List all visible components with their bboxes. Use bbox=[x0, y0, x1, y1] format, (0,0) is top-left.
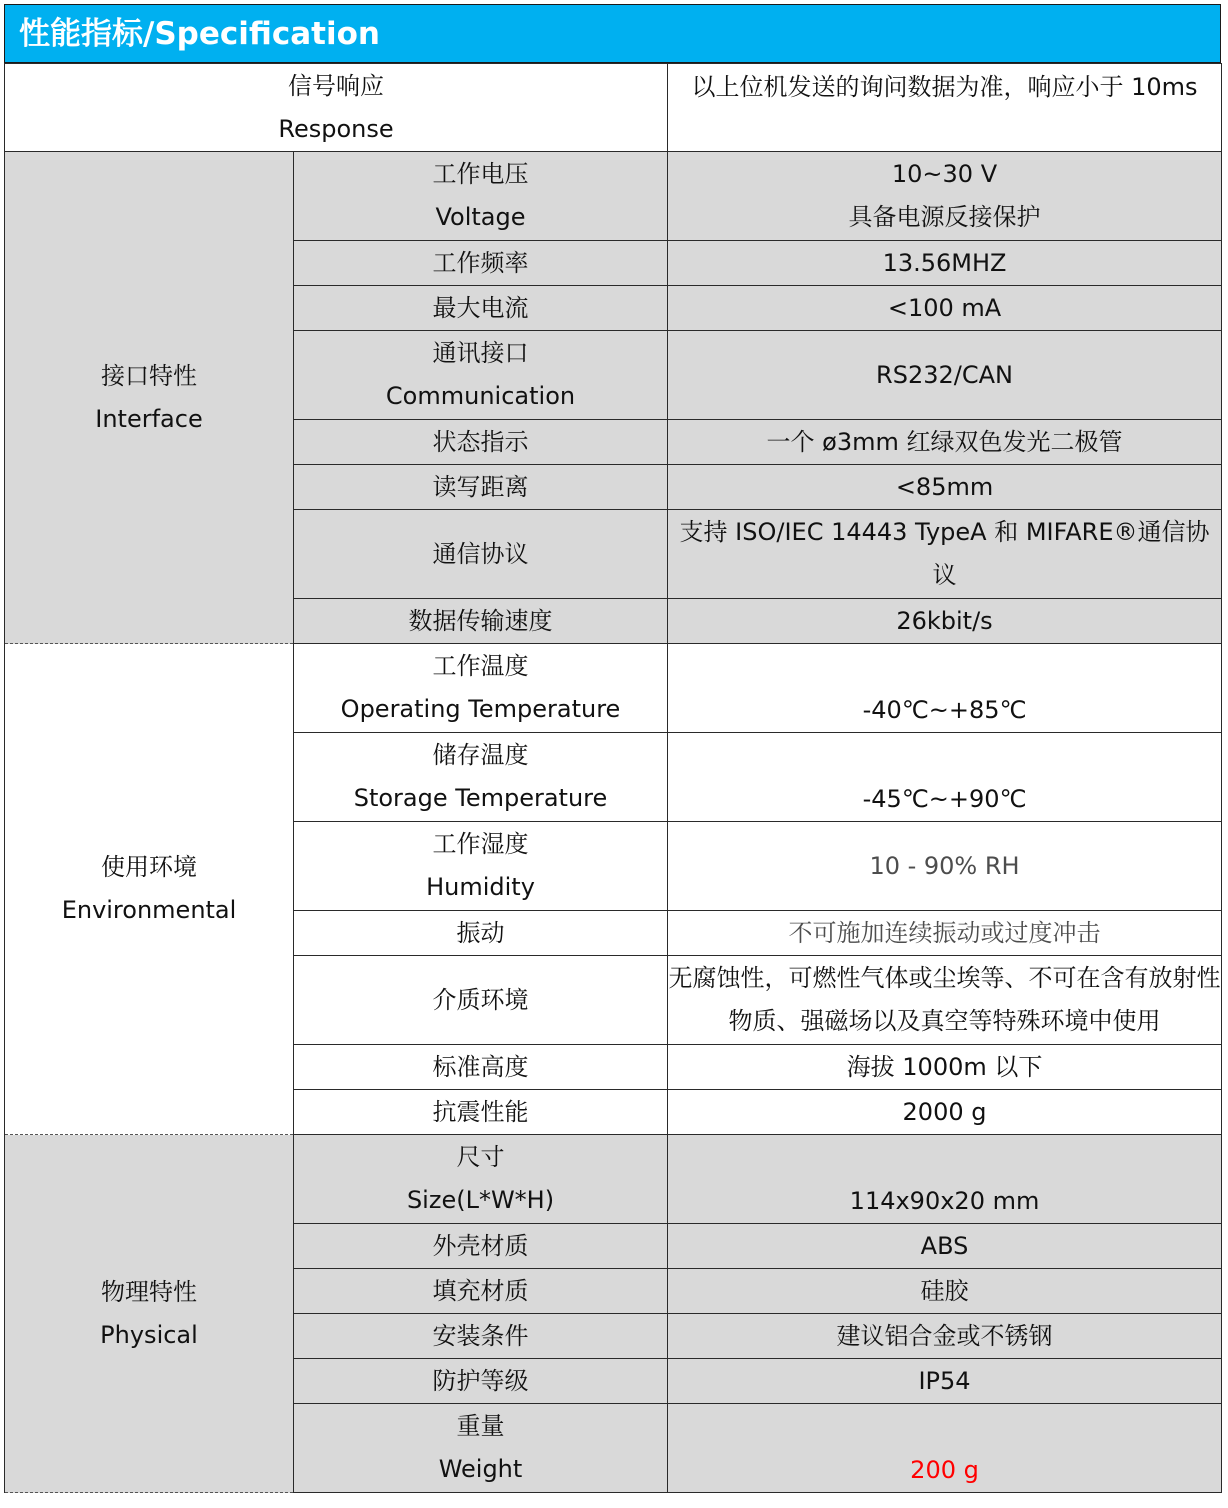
spec-name-zh: 工作湿度 bbox=[432, 830, 529, 858]
spec-value bbox=[668, 152, 1222, 241]
spec-name-zh: 尺寸 bbox=[456, 1143, 505, 1171]
response-label-zh: 信号响应 bbox=[288, 71, 384, 100]
spec-name: 数据传输速度 bbox=[294, 599, 668, 644]
spec-name: 工作频率 bbox=[294, 241, 668, 286]
spec-value: 不可施加连续振动或过度冲击 bbox=[668, 911, 1222, 956]
spec-name: 振动 bbox=[294, 911, 668, 956]
spec-value: 114x90x20 mm bbox=[668, 1135, 1222, 1224]
spec-name bbox=[294, 822, 668, 911]
spec-value: 10 - 90% RH bbox=[668, 822, 1222, 911]
spec-name-en: Storage Temperature bbox=[353, 784, 608, 812]
spec-name: 状态指示 bbox=[294, 420, 668, 465]
environmental-category bbox=[5, 644, 294, 1135]
spec-name-en: Operating Temperature bbox=[340, 695, 621, 723]
spec-value: ABS bbox=[668, 1224, 1222, 1269]
spec-value: 13.56MHZ bbox=[668, 241, 1222, 286]
spec-value: 海拔 1000m 以下 bbox=[668, 1045, 1222, 1090]
spec-name: 读写距离 bbox=[294, 465, 668, 510]
table-row bbox=[5, 64, 1222, 152]
spec-value: RS232/CAN bbox=[668, 331, 1222, 420]
spec-name-en: Voltage bbox=[435, 203, 526, 231]
spec-sheet bbox=[4, 4, 1221, 1493]
physical-label-zh: 物理特性 bbox=[101, 1277, 197, 1306]
spec-name bbox=[294, 1135, 668, 1224]
spec-value: 无腐蚀性，可燃性气体或尘埃等、不可在含有放射性物质、强磁场以及真空等特殊环境中使用 bbox=[668, 956, 1222, 1045]
weight-value: 200 g bbox=[668, 1404, 1222, 1493]
environmental-label-zh: 使用环境 bbox=[101, 853, 197, 881]
spec-value: 26kbit/s bbox=[668, 599, 1222, 644]
spec-value: -40℃~+85℃ bbox=[668, 644, 1222, 733]
spec-value: IP54 bbox=[668, 1359, 1222, 1404]
spec-name: 抗震性能 bbox=[294, 1090, 668, 1135]
page-title: 性能指标/Specification bbox=[4, 4, 1221, 63]
spec-value: 硅胶 bbox=[668, 1269, 1222, 1314]
table-row bbox=[5, 644, 1222, 733]
spec-name: 介质环境 bbox=[294, 956, 668, 1045]
interface-label-en: Interface bbox=[95, 404, 203, 433]
response-label-en: Response bbox=[278, 114, 394, 143]
spec-name bbox=[294, 152, 668, 241]
interface-category bbox=[5, 152, 294, 644]
spec-value: 2000 g bbox=[668, 1090, 1222, 1135]
spec-value: <85mm bbox=[668, 465, 1222, 510]
environmental-label-en: Environmental bbox=[61, 896, 237, 924]
spec-name bbox=[294, 644, 668, 733]
spec-name-en: Communication bbox=[385, 382, 576, 410]
table-row bbox=[5, 152, 1222, 241]
spec-value-line: 具备电源反接保护 bbox=[848, 203, 1041, 231]
physical-category bbox=[5, 1135, 294, 1493]
spec-value: 一个 ø3mm 红绿双色发光二极管 bbox=[668, 420, 1222, 465]
spec-name: 最大电流 bbox=[294, 286, 668, 331]
spec-value: <100 mA bbox=[668, 286, 1222, 331]
spec-value: -45℃~+90℃ bbox=[668, 733, 1222, 822]
spec-name bbox=[294, 733, 668, 822]
spec-value: 建议铝合金或不锈钢 bbox=[668, 1314, 1222, 1359]
spec-name: 安装条件 bbox=[294, 1314, 668, 1359]
spec-name-zh: 工作温度 bbox=[432, 652, 529, 680]
spec-name-zh: 通讯接口 bbox=[432, 339, 529, 367]
physical-label-en: Physical bbox=[100, 1320, 198, 1349]
spec-name bbox=[294, 331, 668, 420]
spec-table bbox=[4, 63, 1222, 1493]
spec-name: 外壳材质 bbox=[294, 1224, 668, 1269]
spec-value-line: 10~30 V bbox=[891, 160, 998, 188]
spec-name: 填充材质 bbox=[294, 1269, 668, 1314]
spec-name-en: Humidity bbox=[426, 873, 535, 901]
spec-name-zh: 工作电压 bbox=[432, 160, 529, 188]
response-value: 以上位机发送的询问数据为准，响应小于 10ms bbox=[668, 64, 1222, 152]
spec-value: 支持 ISO/IEC 14443 TypeA 和 MIFARE®通信协议 bbox=[668, 510, 1222, 599]
response-label bbox=[5, 64, 668, 152]
interface-label-zh: 接口特性 bbox=[101, 361, 197, 390]
table-row bbox=[5, 1135, 1222, 1224]
spec-name bbox=[294, 1404, 668, 1493]
spec-name-en: Size(L*W*H) bbox=[406, 1186, 555, 1214]
spec-name-zh: 储存温度 bbox=[432, 741, 529, 769]
spec-name-zh: 重量 bbox=[456, 1412, 505, 1440]
spec-name: 通信协议 bbox=[294, 510, 668, 599]
spec-name: 防护等级 bbox=[294, 1359, 668, 1404]
spec-name: 标准高度 bbox=[294, 1045, 668, 1090]
spec-name-en: Weight bbox=[438, 1455, 523, 1483]
